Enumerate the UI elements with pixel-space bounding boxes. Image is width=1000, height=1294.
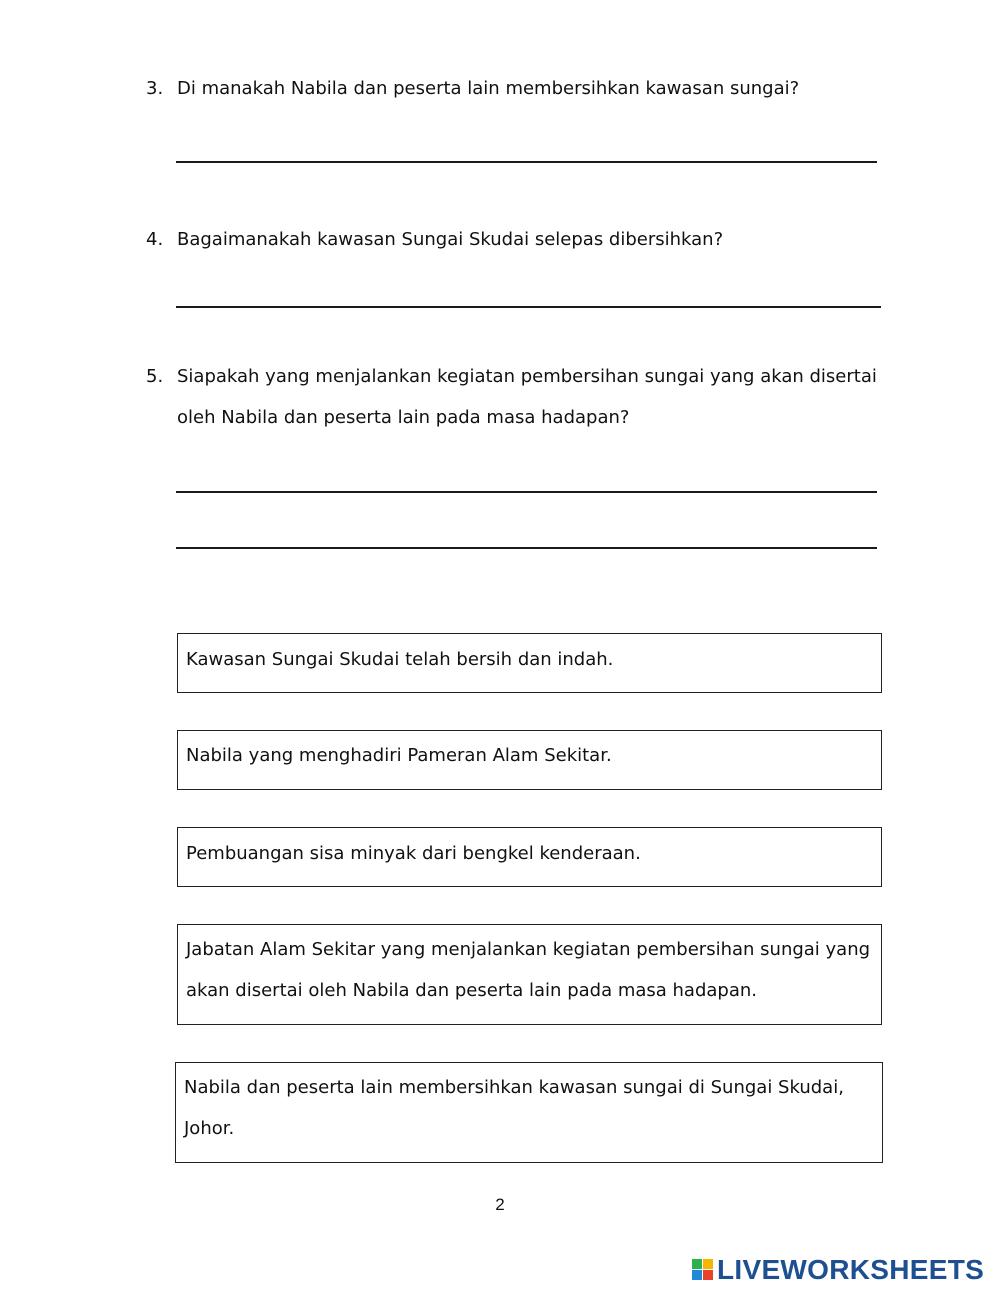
question-3-text: Di manakah Nabila dan peserta lain membersihkan kawasan sungai? xyxy=(177,78,800,99)
liveworksheets-logo-text: LIVEWORKSHEETS xyxy=(717,1254,985,1285)
answer-option-5[interactable] xyxy=(175,1062,883,1163)
answer-option-3-text: Pembuangan sisa minyak dari bengkel kenderaan. xyxy=(186,843,641,864)
page-number: 2 xyxy=(495,1195,505,1214)
answer-option-1-text: Kawasan Sungai Skudai telah bersih dan indah. xyxy=(186,649,614,670)
logo-square-yellow xyxy=(703,1259,713,1269)
question-4-text: Bagaimanakah kawasan Sungai Skudai selepas dibersihkan? xyxy=(177,229,724,250)
answer-option-2-text: Nabila yang menghadiri Pameran Alam Sekitar. xyxy=(186,745,612,766)
answer-drop-line-q3[interactable] xyxy=(176,161,877,163)
logo-square-green xyxy=(692,1259,702,1269)
answer-drop-line-q5-1[interactable] xyxy=(176,491,877,493)
answer-option-4[interactable] xyxy=(177,924,882,1025)
answer-drop-line-q4[interactable] xyxy=(176,306,881,308)
question-4-number: 4. xyxy=(146,229,164,250)
answer-option-4-text-line-2: akan disertai oleh Nabila dan peserta lain pada masa hadapan. xyxy=(186,980,757,1001)
liveworksheets-logo-icon xyxy=(692,1259,714,1281)
question-5-number: 5. xyxy=(146,366,164,387)
answer-option-5-text-line-2: Johor. xyxy=(184,1118,235,1139)
answer-option-1[interactable] xyxy=(177,633,882,693)
question-3-number: 3. xyxy=(146,78,164,99)
liveworksheets-logo[interactable] xyxy=(692,1255,984,1285)
logo-square-blue xyxy=(692,1270,702,1280)
answer-drop-line-q5-2[interactable] xyxy=(176,547,877,549)
answer-option-3[interactable] xyxy=(177,827,882,887)
answer-option-2[interactable] xyxy=(177,730,882,790)
question-5-text-line-2: oleh Nabila dan peserta lain pada masa hadapan? xyxy=(177,407,630,428)
question-5-text-line-1: Siapakah yang menjalankan kegiatan pembersihan sungai yang akan disertai xyxy=(177,366,877,387)
answer-option-5-text-line-1: Nabila dan peserta lain membersihkan kawasan sungai di Sungai Skudai, xyxy=(184,1077,844,1098)
answer-option-4-text-line-1: Jabatan Alam Sekitar yang menjalankan kegiatan pembersihan sungai yang xyxy=(186,939,871,960)
logo-square-red xyxy=(703,1270,713,1280)
